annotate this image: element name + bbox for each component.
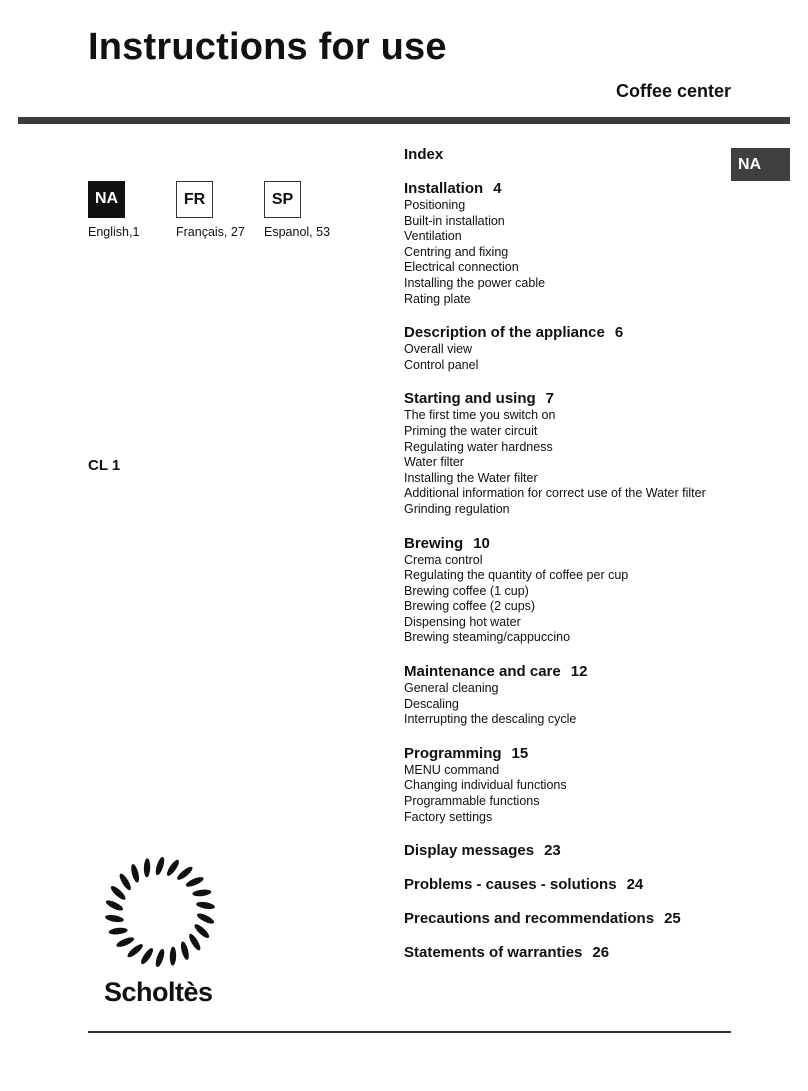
lang-link-english[interactable]: English,1 (88, 225, 140, 239)
sunburst-petal (196, 901, 216, 911)
section-title: Problems - causes - solutions (404, 876, 617, 894)
section-heading[interactable] (404, 324, 724, 342)
index-title: Index (404, 146, 444, 163)
section-title: Statements of warranties (404, 944, 583, 962)
section-title: Display messages (404, 842, 535, 860)
index-item[interactable]: Water filter (404, 455, 464, 470)
index-section (404, 390, 724, 517)
section-page-number: 26 (592, 944, 610, 962)
section-item-list (404, 198, 724, 307)
index-item[interactable]: General cleaning (404, 681, 499, 696)
lang-link-french[interactable]: Français, 27 (176, 225, 245, 239)
section-title: Starting and using (404, 390, 536, 408)
index-item[interactable]: Positioning (404, 198, 466, 212)
section-title: Maintenance and care (404, 663, 561, 681)
section-item-list (404, 763, 724, 825)
sunburst-petal (139, 946, 155, 965)
index-section-heading[interactable] (404, 910, 724, 928)
index-simple-sections (404, 842, 724, 962)
index (404, 146, 724, 978)
index-item[interactable]: Control panel (404, 357, 479, 372)
index-section (404, 535, 724, 647)
lang-link-spanish[interactable]: Espanol, 53 (264, 225, 331, 239)
header-divider (18, 117, 790, 124)
sunburst-petal (105, 914, 125, 924)
footer-divider (88, 1031, 731, 1033)
index-item[interactable]: Centring and fixing (404, 244, 509, 259)
section-title: Installation (404, 180, 484, 197)
index-item[interactable]: Regulating the quantity of coffee per cup (404, 568, 629, 583)
index-item[interactable]: Electrical connection (404, 260, 519, 275)
index-section (404, 663, 724, 728)
section-title: Brewing (404, 534, 464, 552)
index-sections (404, 180, 724, 825)
sunburst-petal (154, 948, 166, 968)
index-item[interactable]: Programmable functions (404, 794, 540, 809)
index-item[interactable]: Regulating water hardness (404, 439, 553, 454)
index-section-heading[interactable] (404, 842, 724, 860)
index-item[interactable]: Brewing steaming/cappuccino (404, 630, 571, 645)
section-item-list (404, 408, 724, 517)
index-item[interactable]: Dispensing hot water (404, 614, 521, 629)
sunburst-petal (154, 856, 166, 876)
section-page-number: 25 (664, 910, 681, 928)
section-heading[interactable] (404, 180, 724, 198)
sunburst-petal (196, 911, 216, 925)
section-page-number: 24 (626, 876, 644, 894)
sunburst-petal (193, 922, 211, 940)
sunburst-petal (185, 875, 205, 888)
sunburst-petal (165, 858, 181, 877)
sunburst-petal (118, 872, 133, 892)
sunburst-petal (105, 898, 125, 912)
lang-button-fr[interactable]: FR (176, 181, 213, 218)
index-item[interactable]: Interrupting the descaling cycle (404, 712, 577, 727)
section-page-number: 23 (544, 842, 561, 860)
sunburst-petal (126, 942, 145, 959)
lang-button-na[interactable]: NA (88, 181, 125, 218)
sunburst-petal (175, 865, 194, 882)
index-section (404, 180, 724, 307)
sunburst-petal (187, 932, 202, 952)
section-heading[interactable] (404, 535, 724, 553)
model-number: CL 1 (88, 457, 121, 474)
index-section-heading[interactable] (404, 944, 724, 962)
sunburst-petal (192, 889, 212, 898)
section-heading[interactable] (404, 390, 724, 408)
index-item[interactable]: Ventilation (404, 229, 462, 244)
index-item[interactable]: Rating plate (404, 291, 471, 306)
section-item-list (404, 342, 724, 373)
sunburst-petal (130, 863, 141, 883)
index-item[interactable]: Factory settings (404, 809, 493, 824)
section-heading[interactable] (404, 663, 724, 681)
index-item[interactable]: Changing individual functions (404, 778, 567, 793)
section-title: Precautions and recommendations (404, 910, 655, 928)
page-title: Instructions for use (88, 26, 447, 68)
index-item[interactable]: Priming the water circuit (404, 423, 538, 438)
index-item[interactable]: Built-in installation (404, 213, 505, 228)
section-title: Programming (404, 744, 502, 762)
index-item[interactable]: Installing the Water filter (404, 470, 538, 485)
sunburst-petal (144, 858, 151, 877)
sunburst-petal (109, 884, 127, 902)
product-subtitle: Coffee center (615, 81, 731, 101)
sunburst-petal (169, 947, 176, 966)
index-item[interactable]: Additional information for correct use of the Water filter (404, 486, 706, 501)
index-item[interactable]: MENU command (404, 762, 500, 777)
section-page-number: 15 (511, 744, 529, 762)
brand-logo-text: Scholtès (104, 977, 213, 1007)
index-item[interactable]: Brewing coffee (1 cup) (404, 583, 529, 598)
index-item[interactable]: The first time you switch on (404, 408, 556, 423)
section-title: Description of the appliance (404, 324, 605, 342)
index-section-heading[interactable] (404, 876, 724, 894)
section-heading[interactable] (404, 745, 724, 763)
index-item[interactable]: Crema control (404, 552, 483, 567)
section-page-number: 4 (493, 180, 502, 197)
sunburst-petal (179, 941, 190, 961)
language-tab[interactable]: NA (731, 148, 790, 181)
section-item-list (404, 553, 724, 647)
section-page-number: 12 (570, 663, 588, 681)
index-item[interactable]: Grinding regulation (404, 501, 510, 516)
sunburst-petal (115, 935, 135, 948)
index-item[interactable]: Brewing coffee (2 cups) (404, 599, 536, 614)
index-item[interactable]: Overall view (404, 342, 473, 357)
section-item-list (404, 681, 724, 728)
index-item[interactable]: Installing the power cable (404, 275, 546, 290)
section-page-number: 7 (545, 390, 555, 408)
index-item[interactable]: Descaling (404, 696, 459, 711)
index-section (404, 745, 724, 825)
sunburst-petal (108, 927, 128, 936)
index-section (404, 324, 724, 373)
lang-button-sp[interactable]: SP (264, 181, 301, 218)
section-page-number: 10 (473, 534, 490, 552)
section-page-number: 6 (614, 324, 624, 342)
